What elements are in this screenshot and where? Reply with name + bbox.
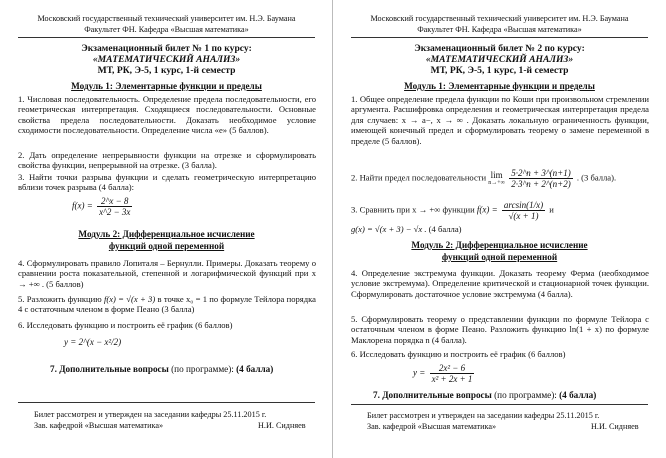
university-header: Московский государственный технический университет им. Н.Э. Баумана [370, 14, 629, 23]
approval-note: Билет рассмотрен и утвержден на заседании кафедры 25.11.2015 г. [34, 410, 267, 419]
question-5: 5. Сформулировать теорему о представлении функции по формуле Тейлора с остаточным членом в форме Пеано. Разложить функцию ln(1 + x) по формуле Маклорена порядка n (4 балла). [351, 314, 649, 345]
question-2: 2. Найти предел последовательности lim n→+∞ $\frac{5\cdot 2\^{}n + 3\^{}(n+1)}{2\cdot 3\^{}n + 2\^{}(n+2)}$ . (3 балла). [351, 168, 617, 189]
approval-note: Билет рассмотрен и утвержден на заседании кафедры 25.11.2015 г. [367, 411, 600, 420]
question-7: 7. Дополнительные вопросы (по программе): (4 балла) [50, 364, 274, 374]
module-2-title-line2: функций одной переменной [441, 252, 558, 262]
department-head-label: Зав. кафедрой «Высшая математика» [34, 421, 164, 430]
footer-rule [18, 402, 315, 403]
question-2: 2. Дать определение непрерывности функции на отрезке и сформулировать свойства функции, непрерывной на отрезке. (3 балла). [18, 150, 316, 171]
course-name: «МАТЕМАТИЧЕСКИЙ АНАЛИЗ» [92, 54, 241, 65]
q6-formula: y = 2^(x − x²/2) [64, 337, 122, 347]
header-rule [351, 37, 648, 38]
question-4: 4. Сформулировать правило Лопиталя – Бернулли. Примеры. Доказать теорему о сравнении роста показательной, степенной и логарифмической функций при x → +∞ . (5 баллов) [18, 258, 316, 289]
faculty-header: Факультет ФН. Кафедра «Высшая математика» [84, 25, 249, 34]
question-3: 3. Найти точки разрыва функции и сделать геометрическую интерпретацию вблизи точек разрыва (4 балла): [18, 172, 316, 193]
question-4: 4. Определение экстремума функции. Доказать теорему Ферма (необходимое условие экстремума). Определение критической и стационарной точек функции. Сформулировать достаточное условие экстремума (4 балла). [351, 268, 649, 299]
module-1-title: Модуль 1: Элементарные функции и пределы [404, 81, 595, 91]
department-head-label: Зав. кафедрой «Высшая математика» [367, 422, 497, 431]
university-header: Московский государственный технический университет им. Н.Э. Баумана [37, 14, 296, 23]
header-rule [18, 37, 315, 38]
course-details: МТ, РК, Э-5, 1 курс, 1-й семестр [430, 65, 569, 76]
department-head-name: Н.И. Сидняев [258, 421, 306, 430]
exam-ticket-2 [333, 0, 666, 458]
q3-formula: f(x) = $\frac{2\^{}x - 8}{x\^{}2 - 3x}$ [72, 196, 131, 217]
ticket-title: Экзаменационный билет № 1 по курсу: [81, 43, 252, 54]
footer-rule [351, 404, 648, 405]
q6-formula: y = $\frac{\text{2x² − 6}}{\text{x² + 2x + 1}}$ [413, 363, 473, 384]
question-3: 3. Сравнить при x → +∞ функции f(x) = $\frac{\arcsin(1/x)}{√(x + 1)}$ и [351, 200, 554, 221]
question-3-continued: g(x) = √(x + 3) − √x . (4 балла) [351, 224, 462, 234]
question-7: 7. Дополнительные вопросы (по программе): (4 балла) [373, 390, 597, 400]
module-2-title-line1: Модуль 2: Дифференциальное исчисление [411, 240, 588, 250]
question-6: 6. Исследовать функцию и построить её график (6 баллов) [18, 320, 233, 330]
module-2-title-line2: функций одной переменной [108, 241, 225, 251]
question-5: 5. Разложить функцию f(x) = √(x + 3) в точке x₀ = 1 по формуле Тейлора порядка 4 с остаточным членом в форме Пеано (3 балла) [18, 294, 316, 315]
faculty-header: Факультет ФН. Кафедра «Высшая математика» [417, 25, 582, 34]
ticket-title: Экзаменационный билет № 2 по курсу: [414, 43, 585, 54]
module-2-title-line1: Модуль 2: Дифференциальное исчисление [78, 229, 255, 239]
module-1-title: Модуль 1: Элементарные функции и пределы [71, 81, 262, 91]
department-head-name: Н.И. Сидняев [591, 422, 639, 431]
question-1: 1. Общее определение предела функции по Коши при произвольном стремлении аргумента. Расшифровка определения и геометрическая интерпретация предела для случаев: x → a−, x → ∞ . Доказать локальную ограниченность функции, имеющей конечный предел и сформулировать теорему о замене переменной в пределе (5 баллов). [351, 94, 649, 146]
course-details: МТ, РК, Э-5, 1 курс, 1-й семестр [97, 65, 236, 76]
course-name: «МАТЕМАТИЧЕСКИЙ АНАЛИЗ» [425, 54, 574, 65]
question-1: 1. Числовая последовательность. Определение предела последовательности, его геометрическая интерпретация. Сходящиеся последовательности. Основные свойства предела последовательности. Доказать необходимое условие сходимости последовательности. Определение числа «e» (5 баллов). [18, 94, 316, 136]
question-6: 6. Исследовать функцию и построить её график (6 баллов) [351, 349, 566, 359]
